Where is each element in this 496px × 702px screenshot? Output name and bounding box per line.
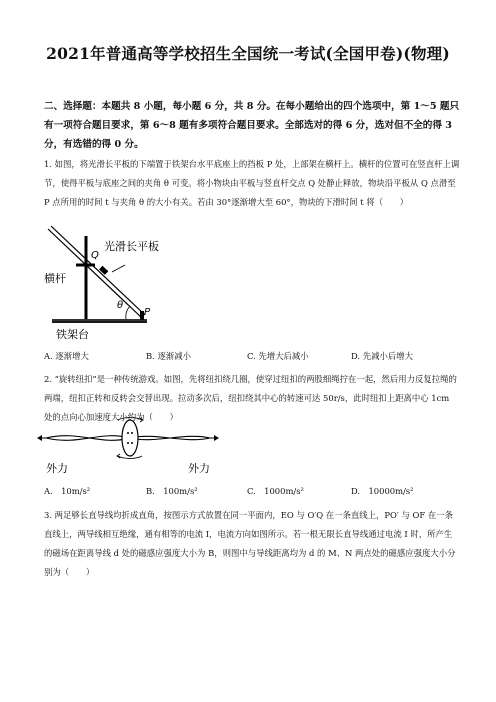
question-1-options [44, 350, 460, 364]
q2-option-d[interactable]: D. 10000m/s² [351, 486, 414, 496]
q2-option-b[interactable]: B. 100m/s² [146, 486, 198, 496]
fig1-q-label: Q [91, 250, 99, 261]
q1-option-c[interactable]: C. 先增大后减小 [247, 351, 309, 361]
q2-option-a[interactable]: A. 10m/s² [44, 486, 91, 496]
q1-option-a[interactable]: A. 逐渐增大 [44, 351, 89, 361]
fig1-bar-label: 横杆 [44, 272, 66, 285]
section-heading: 二、选择题：本题共 8 小题，每小题 6 分，共 8 分。在每小题给出的四个选项中，第 1～5 题只有一项符合题目要求，第 6～8 题有多项符合题目要求。全部选对的得 6 分，选对但不全的得 3 分，有选错的得 0 分。 [44, 101, 460, 150]
fig1-p-label: P [144, 307, 151, 318]
fig2-right-force-label: 外力 [188, 462, 210, 475]
fig2-left-force-label: 外力 [46, 462, 68, 475]
q1-option-b[interactable]: B. 逐渐减小 [146, 351, 191, 361]
fig1-theta-label: θ [117, 300, 124, 311]
q2-option-c[interactable]: C. 1000m/s² [247, 486, 304, 496]
q1-option-d[interactable]: D. 先减小后增大 [351, 351, 413, 361]
question-1-text: 1. 如图，将光滑长平板的下端置于铁架台水平底座上的挡板 P 处，上部架在横杆上。横杆的位置可在竖直杆上调节，使得平板与底座之间的夹角 θ 可变。将小物块由平板与竖直杆交点 Q 处静止释放，物块沿平板从 Q 点滑至 P 点所用的时间 t 与夹角 θ 的大小有关。若由 30°逐渐增大至 60°，物块的下滑时间 t 将（ ） [44, 159, 460, 207]
question-2-text: 2. “旋转纽扣”是一种传统游戏。如图，先将纽扣绕几圈，使穿过纽扣的两股细绳拧在一起，然后用力反复拉绳的两端，纽扣正转和反转会交替出现。拉动多次后，纽扣绕其中心的转速可达 50r/s，此时纽扣上距离中心 1cm 处的点向心加速度大小约为（ ） [44, 374, 457, 422]
question-2-options [44, 485, 460, 499]
question-3-text: 3. 两足够长直导线均折成直角，按图示方式放置在同一平面内，EO 与 O′Q 在一条直线上，PO′ 与 OF 在一条直线上，两导线相互绝缘，通有相等的电流 I，电流方向如图所示。若一根无限长直导线通过电流 I 时，所产生的磁场在距离导线 d 处的磁感应强度大小为 B，则图中与导线距离均为 d 的 M、N 两点处的磁感应强度大小分别为（ ） [44, 510, 456, 577]
page-title: 2021年普通高等学校招生全国统一考试(全国甲卷)(物理) [46, 44, 450, 63]
fig1-stand-label: 铁架台 [56, 328, 89, 341]
fig1-board-label: 光滑长平板 [104, 240, 159, 253]
